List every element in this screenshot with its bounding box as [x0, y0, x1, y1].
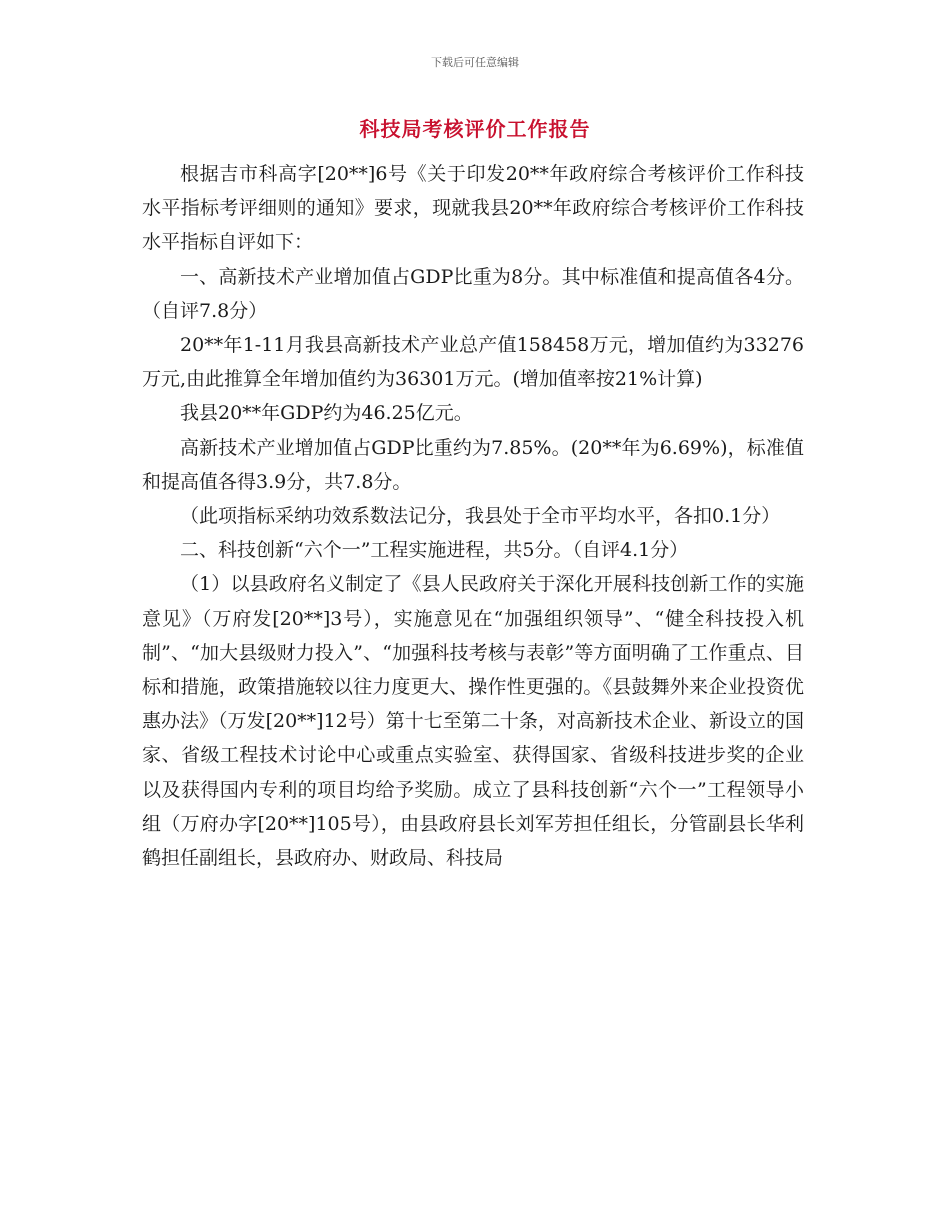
paragraph-section-1-heading: 一、高新技术产业增加值占GDP比重为8分。其中标准值和提高值各4分。（自评7.8分）	[142, 265, 804, 322]
paragraph-intro: 根据吉市科高字[20**]6号《关于印发20**年政府综合考核评价工作科技水平指标考评细则的通知》要求，现就我县20**年政府综合考核评价工作科技水平指标自评如下：	[142, 163, 804, 254]
paragraph-gdp: 我县20**年GDP约为46.25亿元。	[180, 402, 473, 425]
paragraph-section-2-heading: 二、科技创新“六个一”工程实施进程，共5分。（自评4.1分）	[180, 539, 689, 562]
paragraph-ratio: 高新技术产业增加值占GDP比重约为7.85%。(20**年为6.69%)，标准值和提高值各得3.9分，共7.8分。	[142, 436, 804, 493]
paragraph-implementation-details: （1）以县政府名义制定了《县人民政府关于深化开展科技创新工作的实施意见》（万府发[20**]3号），实施意见在“加强组织领导”、“健全科技投入机制”、“加大县级财力投入”、“加强科技考核与表彰”等方面明确了工作重点、目标和措施，政策措施较以往力度更大、操作性更强的。《县鼓舞外来企业投资优惠办法》（万发[20**]12号）第十七至第二十条，对高新技术企业、新设立的国家、省级工程技术讨论中心或重点实验室、获得国家、省级科技进步奖的企业以及获得国内专利的项目均给予奖励。成立了县科技创新“六个一”工程领导小组（万府办字[20**]105号），由县政府县长刘军芳担任组长，分管副县长华利鹤担任副组长，县政府办、财政局、科技局	[142, 573, 804, 870]
paragraph-output-value: 20**年1-11月我县高新技术产业总产值158458万元，增加值约为33276万元,由此推算全年增加值约为36301万元。(增加值率按21%计算)	[142, 334, 804, 391]
document-body	[142, 157, 804, 875]
paragraph-scoring-note: （此项指标采纳功效系数法记分，我县处于全市平均水平，各扣0.1分）	[180, 505, 781, 528]
header-note: 下载后可任意编辑	[431, 56, 519, 69]
document-title: 科技局考核评价工作报告	[359, 117, 591, 141]
